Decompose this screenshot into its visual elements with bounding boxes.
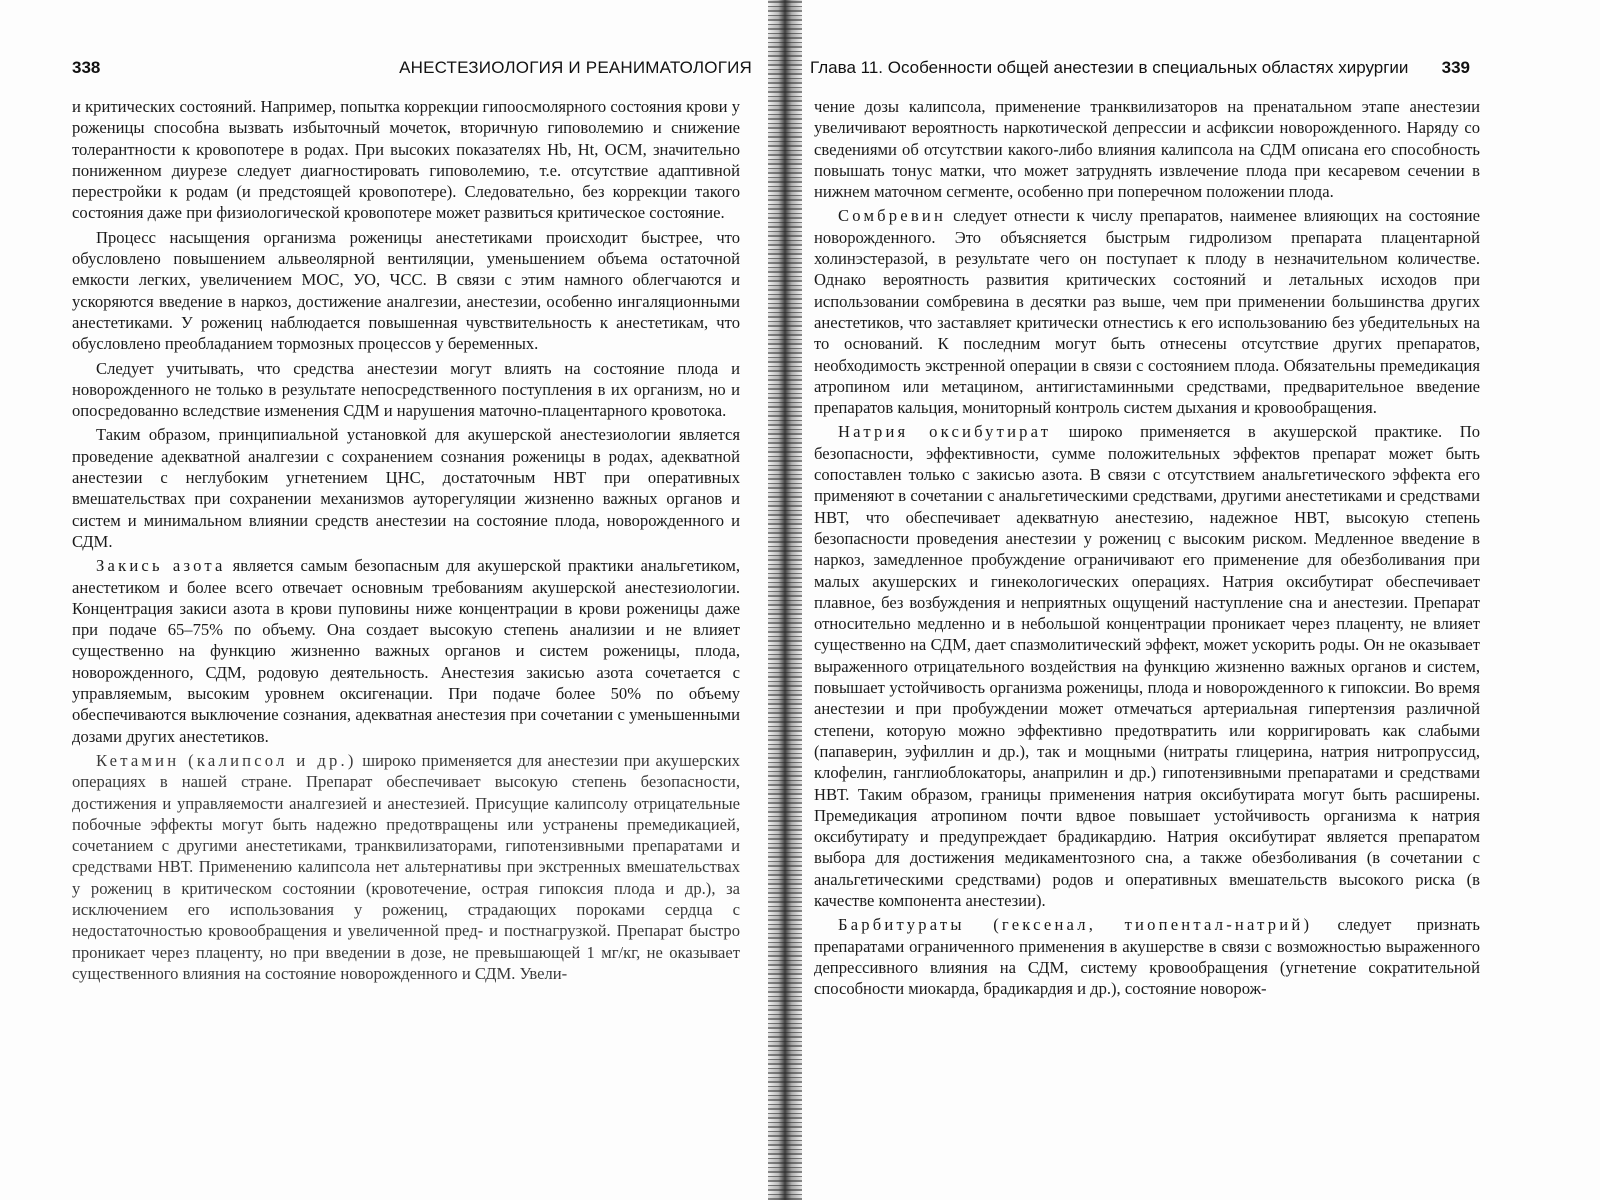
paragraph (72, 555, 740, 747)
paragraph-lead: Кетамин (калипсол и др.) (96, 750, 357, 770)
paragraph (72, 227, 740, 355)
running-head-title: АНЕСТЕЗИОЛОГИЯ И РЕАНИМАТОЛОГИЯ (399, 58, 752, 77)
paragraph-text: следует отнести к числу препаратов, наименее влияющих на состояние новорожденного. Это объясняется быстрым гидролизом препарата плацентарной холинэстеразой, в результате чего он поступает к плоду в незначительном количестве. Однако вероятность развития критических состояний и летальных исходов при использовании сомбревина в десятки раз выше, чем при применении большинства других анестетиков, что заставляет критически отнестись к его использованию без убедительных на то оснований. К последним могут быть отнесены отсутствие других препаратов, необходимость экстренной операции в связи с состоянием плода. Обязательны премедикация атропином или метацином, антигистаминными средствами, предварительное введение препаратов кальция, мониторный контроль систем дыхания и кровообращения. (814, 206, 1480, 418)
body-text (814, 96, 1480, 999)
left-page (0, 0, 770, 1200)
paragraph (814, 914, 1480, 999)
running-head (810, 58, 1470, 88)
running-head (72, 58, 752, 88)
paragraph-text: Процесс насыщения организма роженицы анестетиками происходит быстрее, что обусловлено повышением альвеолярной вентиляции, уменьшением объема остаточной емкости легких, увеличением МОС, УО, ЧСС. В связи с этим намного облегчаются и ускоряются введение в наркоз, достижение аналгезии, анестезии, особенно ингаляционными анестетиками. У рожениц наблюдается повышенная чувствительность к анестетикам, что обусловлено преобладанием тормозных процессов у беременных. (72, 227, 740, 354)
body-text (72, 96, 740, 984)
paragraph-lead: Барбитураты (гексенал, тиопентал-натрий) (838, 915, 1313, 935)
book-gutter (768, 0, 802, 1200)
paragraph-text: следует признать препаратами ограниченного применения в акушерстве в связи с возможностью выраженного депрессивного влияния на СДМ, систему кровообращения (угнетение сократительной способности миокарда, брадикардия и др.), состояние новорож- (814, 915, 1480, 999)
paragraph-lead: Закись азота (96, 556, 226, 576)
right-page (800, 0, 1600, 1200)
paragraph-text: Следует учитывать, что средства анестезии могут влиять на состояние плода и новорожденного не только в результате непосредственного поступления в их организм, но и опосредованно вследствие изменения СДМ и нарушения маточно-плацентарного кровотока. (72, 358, 740, 421)
paragraph-text: широко применяется для анестезии при акушерских операциях в нашей стране. Препарат обеспечивает высокую степень безопасности, достижения и управляемости аналгезией и анестезией. Присущие калипсолу отрицательные побочные эффекты могут быть надежно предотвращены или устранены премедикацией, сочетанием с другими анестетиками, транквилизаторами, гипотензивными препаратами и средствами НВТ. Применению калипсола нет альтернативы при экстренных вмешательствах у рожениц в критическом состоянии (кровотечение, острая гипоксия плода и др.), за исключением его использования у рожениц, страдающих пороками сердца с недостаточностью кровообращения и увеличенной пред- и постнагрузкой. Препарат быстро проникает через плаценту, но при введении в дозе, не превышающей 1 мг/кг, не оказывает существенного влияния на состояние новорожденного и СДМ. Увели- (72, 750, 740, 983)
paragraph-text: является самым безопасным для акушерской практики анальгетиком, анестетиком и более всего отвечает основным требованиям акушерской анестезиологии. Концентрация закиси азота в крови пуповины ниже концентрации в крови роженицы даже при подаче 65–75% по объему. Она создает высокую степень анализии и не влияет существенно на функцию жизненно важных органов и систем роженицы, плода, новорожденного, СДМ, родовую деятельность. Анестезия закисью азота сочетается с управляемым, высоким уровнем оксигенации. При подаче более 50% по объему обеспечиваются выключение сознания, адекватная анестезия при сочетании с уменьшенными дозами других анестетиков. (72, 556, 740, 746)
paragraph (814, 421, 1480, 911)
paragraph-text: Таким образом, принципиальной установкой для акушерской анестезиологии является проведение адекватной аналгезии с сохранением сознания роженицы в родах, адекватной анестезии с неглубоким угнетением ЦНС, достаточным НВТ при оперативных вмешательствах при сохранении механизмов ауторегуляции жизненно важных органов и систем и минимальном влиянии средств анестезии на состояние плода, новорожденного и СДМ. (72, 425, 740, 551)
paragraph-lead: Натрия оксибутират (838, 422, 1052, 442)
paragraph-lead: Сомбревин (838, 206, 947, 226)
paragraph-text: чение дозы калипсола, применение транквилизаторов на пренатальном этапе анестезии увеличивают вероятность наркотической депрессии и асфиксии новорожденного. Наряду со сведениями об отсутствии какого-либо влияния калипсола на СДМ описана его способность повышать тонус матки, что может затруднять извлечение плода при кесаревом сечении в нижнем маточном сегменте, особенно при поперечном положении плода. (814, 97, 1480, 202)
paragraph (72, 96, 740, 224)
paragraph-text: и критических состояний. Например, попытка коррекции гипоосмолярного состояния крови у роженицы способна вызвать избыточный мочеток, вторичную гиповолемию и снижение толерантности к кровопотере в родах. При высоких показателях Hb, Ht, ОСМ, значительно пониженном диурезе следует диагностировать гиповолемию, т.е. отсутствие адаптивной перестройки к родам (и предстоящей кровопотере). Следовательно, без коррекции такого состояния даже при физиологической кровопотере может развиться критическое состояние. (72, 97, 740, 223)
running-head-title: Глава 11. Особенности общей анестезии в специальных областях хирургии (810, 58, 1409, 77)
paragraph (814, 96, 1480, 202)
paragraph (814, 205, 1480, 418)
paragraph (72, 358, 740, 422)
page-number: 338 (72, 58, 101, 77)
page-number: 339 (1441, 58, 1470, 77)
paragraph (72, 750, 740, 984)
paragraph (72, 424, 740, 552)
paragraph-text: широко применяется в акушерской практике. По безопасности, эффективности, сумме положительных эффектов препарат может быть сопоставлен только с закисью азота. В связи с отсутствием анальгетического эффекта его применяют в сочетании с анальгетическими средствами, другими анестетиками и средствами НВТ, что обеспечивает адекватную анестезию, надежное НВТ, высокую степень безопасности проведения анестезии у рожениц с высоким риском. Медленное введение в наркоз, замедленное пробуждение ограничивают его применение для обезболивания при малых акушерских и гинекологических операциях. Натрия оксибутират обеспечивает плавное, без возбуждения и неприятных ощущений наступление сна и анестезии. Препарат относительно медленно и в небольшой концентрации проникает через плаценту, не влияет существенно на СДМ, дает спазмолитический эффект, может ускорить роды. Он не оказывает выраженного отрицательного воздействия на функцию жизненно важных органов и систем, повышает устойчивость организма роженицы, плода и новорожденного к гипоксии. Во время анестезии и при пробуждении может отмечаться артериальная гипертензия различной степени, которую можно эффективно предотвратить или корригировать как слабыми (папаверин, эуфиллин и др.), так и мощными (нитраты глицерина, натрия нитропруссид, клофелин, ганглиоблокаторы, анаприлин и др.) гипотензивными препаратами и средствами НВТ. Таким образом, границы применения натрия оксибутирата могут быть расширены. Премедикация атропином почти вдвое повышает устойчивость организма к натрия оксибутирату и предупреждает брадикардию. Натрия оксибутират является препаратом выбора для достижения медикаментозного сна, а также обезболивания (в сочетании с анальгетическими средствами) родов и оперативных вмешательств высокого риска (в качестве компонента анестезии). (814, 422, 1480, 910)
